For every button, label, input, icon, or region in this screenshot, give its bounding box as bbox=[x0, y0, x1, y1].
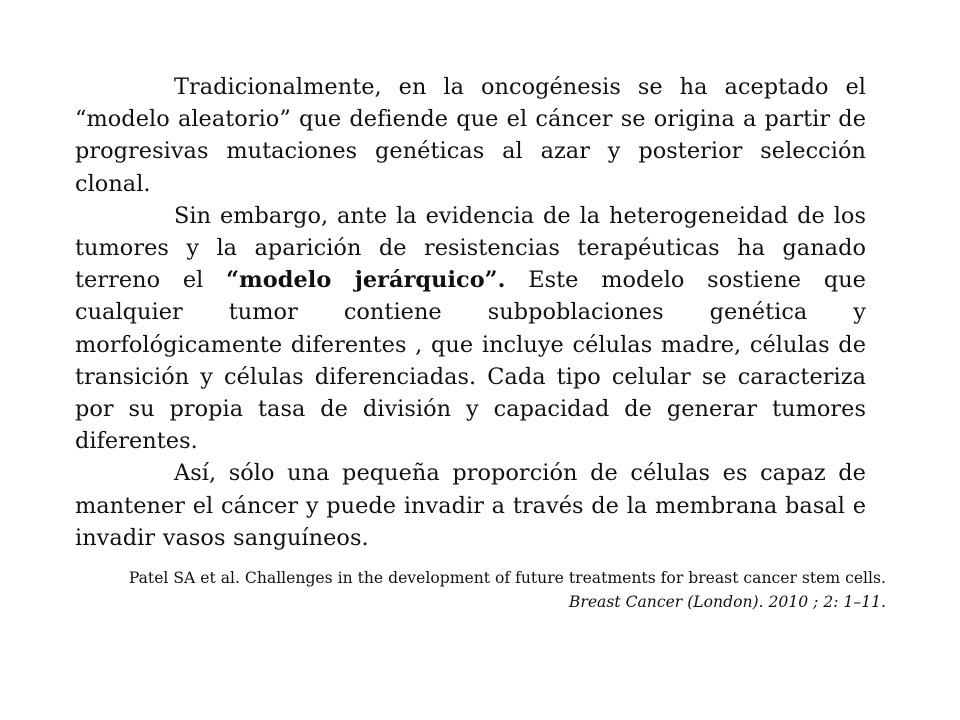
modelo-jerarquico-term: “modelo jerárquico”. bbox=[226, 267, 506, 294]
paragraph-conclusion: Así, sólo una pequeña proporción de células es capaz de mantener el cáncer y puede invadir a través de la membrana basal e invadir vasos sanguíneos. bbox=[75, 460, 866, 551]
citation-reference bbox=[106, 566, 886, 614]
paragraph-modelo-jerarquico bbox=[75, 200, 866, 458]
citation-text: Patel SA et al. Challenges in the development of future treatments for breast cancer stem cells. bbox=[128, 569, 886, 587]
slide-body-text bbox=[75, 71, 866, 554]
paragraph-modelo-aleatorio: Tradicionalmente, en la oncogénesis se ha aceptado el “modelo aleatorio” que defiende que el cáncer se origina a partir de progresivas mutaciones genéticas al azar y posterior selección clonal. bbox=[75, 74, 866, 197]
citation-journal: Breast Cancer (London). 2010 ; 2: 1–11. bbox=[568, 593, 886, 611]
paragraph-2-intro: Sin embargo, ante la evidencia de la heterogeneidad de los tumores y la aparición de resistencias terapéuticas ha ganado terreno el bbox=[75, 202, 866, 294]
paragraph-2-rest: Este modelo sostiene que cualquier tumor contiene subpoblaciones genética y morfológicamente diferentes , que incluye células madre, células de transición y células diferenciadas. Cada tipo celular se caracteriza por su propia tasa de división y capacidad de generar tumores diferentes. bbox=[75, 267, 866, 455]
